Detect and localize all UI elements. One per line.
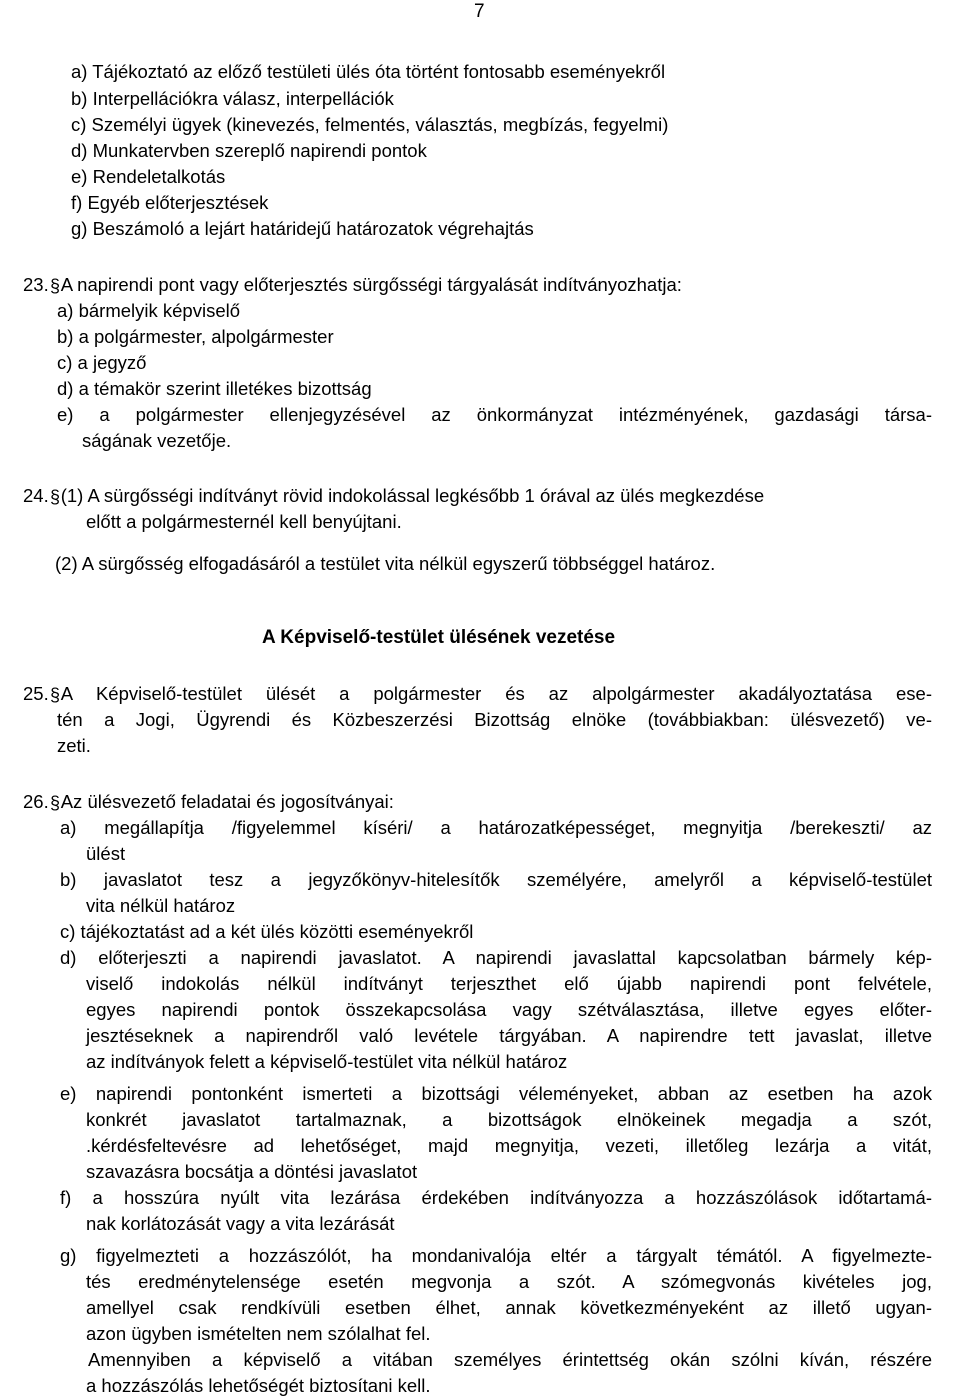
s23-item-c: c) a jegyző: [57, 352, 147, 373]
s26-b-2: vita nélkül határoz: [86, 895, 236, 916]
section-sign-icon: [49, 487, 61, 507]
s23-item-d: d) a témakör szerint illetékes bizottság: [57, 378, 372, 399]
section-text: A Képviselő-testület ülését a polgármester és az alpolgármester akadályoztatása ese-: [60, 683, 932, 704]
s26-g-4: azon ügyben ismételten nem szólalhat fel.: [86, 1323, 431, 1344]
s23-item-b: b) a polgármester, alpolgármester: [57, 326, 334, 347]
s26-e-4: szavazásra bocsátja a döntési javaslatot: [86, 1161, 418, 1182]
svg-text:§: §: [49, 793, 60, 814]
s26-f-1: f) a hosszúra nyúlt vita lezárása érdekében indítványozza a hozzászólások időtartamá-: [60, 1187, 932, 1208]
s26-f-2: nak korlátozását vagy a vita lezárását: [86, 1213, 395, 1234]
section-24-p1: [23, 483, 764, 509]
page-number: 7: [474, 1, 485, 22]
agenda-item-c: c) Személyi ügyek (kinevezés, felmentés, választás, megbízás, fegyelmi): [71, 114, 669, 135]
section-heading: A Képviselő-testület ülésének vezetése: [262, 627, 616, 648]
s24-p2: (2) A sürgősség elfogadásáról a testület vita nélkül egyszerű többséggel határoz.: [55, 553, 716, 574]
section-sign-icon: [49, 793, 61, 813]
s26-d-4: jesztéseknek a napirendről való levétele tárgyában. A napirendre tett javaslat, illetve: [86, 1025, 932, 1046]
agenda-item-a: a) Tájékoztató az előző testületi ülés óta történt fontosabb eseményekről: [71, 61, 666, 82]
s23-item-e: e) a polgármester ellenjegyzésével az önkormányzat intézményének, gazdasági társa-: [57, 404, 932, 425]
s25-line2: tén a Jogi, Ügyrendi és Közbeszerzési Bizottság elnöke (továbbiakban: ülésvezető) ve-: [57, 709, 932, 730]
s26-g-6: a hozzászólás lehetőségét biztosítani kell.: [86, 1375, 431, 1396]
section-sign-icon: [49, 276, 61, 296]
section-25-line1: [23, 681, 932, 707]
s26-g-2: tés eredménytelensége esetén megvonja a szót. A szómegvonás kivételes jog,: [86, 1271, 932, 1292]
s26-d-3: egyes napirendi pontok összekapcsolása vagy szétválasztása, illetve egyes előter-: [86, 999, 932, 1020]
s26-g-5: Amennyiben a képviselő a vitában személyes érintettség okán szólni kíván, részére: [88, 1349, 932, 1370]
section-text: (1) A sürgősségi indítványt rövid indokolással legkésőbb 1 órával az ülés megkezdése: [60, 485, 765, 506]
section-number: 23.: [23, 274, 49, 295]
agenda-item-g: g) Beszámoló a lejárt határidejű határozatok végrehajtás: [71, 218, 534, 239]
s26-e-1: e) napirendi pontonként ismerteti a bizottsági véleményeket, abban az esetben ha azok: [60, 1083, 932, 1104]
agenda-item-e: e) Rendeletalkotás: [71, 166, 226, 187]
s26-e-3: .kérdésfeltevésre ad lehetőséget, majd megnyitja, vezeti, illetőleg lezárja a vitát,: [86, 1135, 932, 1156]
s26-c-1: c) tájékoztatást ad a két ülés közötti eseményekről: [60, 921, 474, 942]
section-number: 25.: [23, 683, 49, 704]
svg-text:§: §: [49, 685, 60, 706]
s24-p1-cont: előtt a polgármesternél kell benyújtani.: [86, 511, 402, 532]
s25-line3: zeti.: [57, 735, 91, 756]
s26-d-5: az indítványok felett a képviselő-testület vita nélkül határoz: [86, 1051, 568, 1072]
agenda-item-b: b) Interpellációkra válasz, interpellációk: [71, 88, 394, 109]
section-number: 26.: [23, 791, 49, 812]
section-23-intro: [23, 272, 682, 298]
s23-item-e-cont: ságának vezetője.: [82, 430, 232, 451]
svg-text:§: §: [49, 276, 60, 297]
agenda-item-d: d) Munkatervben szereplő napirendi pontok: [71, 140, 427, 161]
s26-b-1: b) javaslatot tesz a jegyzőkönyv-hitelesítők személyére, amelyről a képviselő-testület: [60, 869, 932, 890]
section-sign-icon: [49, 685, 61, 705]
agenda-item-f: f) Egyéb előterjesztések: [71, 192, 269, 213]
s26-a-1: a) megállapítja /figyelemmel kíséri/ a határozatképességet, megnyitja /berekeszti/ az: [60, 817, 932, 838]
s26-a-2: ülést: [86, 843, 126, 864]
s26-g-1: g) figyelmezteti a hozzászólót, ha mondanivalója eltér a tárgyalt témától. A figyelmezte-: [60, 1245, 932, 1266]
s26-e-2: konkrét javaslatot tartalmaznak, a bizottságok elnökeinek megadja a szót,: [86, 1109, 932, 1130]
section-26-intro: [23, 789, 394, 815]
section-text: Az ülésvezető feladatai és jogosítványai:: [60, 791, 394, 812]
section-number: 24.: [23, 485, 49, 506]
s26-d-1: d) előterjeszti a napirendi javaslatot. A napirendi javaslattal kapcsolatban bármely kép-: [60, 947, 932, 968]
s26-d-2: viselő indokolás nélkül indítványt terjeszthet elő újabb napirendi pont felvétele,: [86, 973, 932, 994]
s23-item-a: a) bármelyik képviselő: [57, 300, 241, 321]
s26-g-3: amellyel csak rendkívüli esetben élhet, annak következményeként az illető ugyan-: [86, 1297, 932, 1318]
section-text: A napirendi pont vagy előterjesztés sürgősségi tárgyalását indítványozhatja:: [60, 274, 682, 295]
svg-text:§: §: [49, 487, 60, 508]
